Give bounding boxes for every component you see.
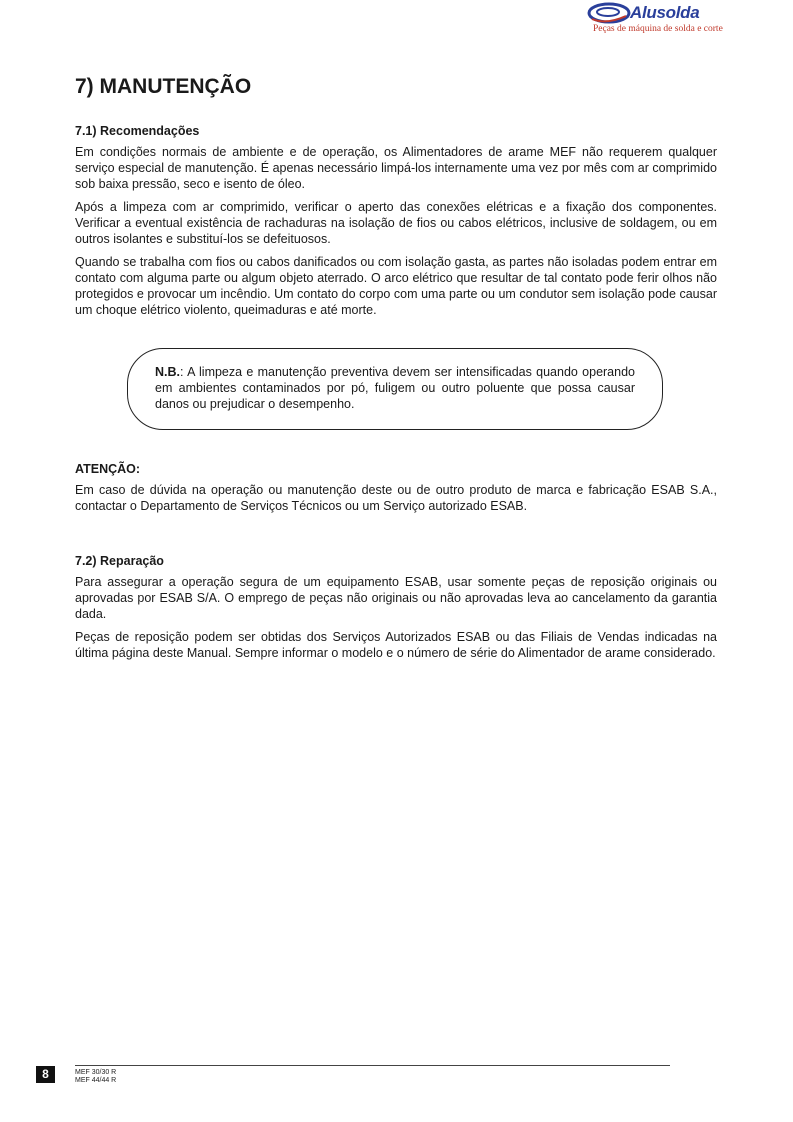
model-line: MEF 44/44 R bbox=[75, 1077, 117, 1084]
paragraph: Em condições normais de ambiente e de operação, os Alimentadores de arame MEF não requerem qualquer serviço especial de manutenção. É apenas necessário limpá-los internamente uma vez por mês com ar comprimido sob baixa pressão, seco e isento de óleo. bbox=[75, 145, 717, 191]
attention-heading: ATENÇÃO: bbox=[75, 462, 141, 476]
note-text bbox=[155, 364, 635, 412]
footer-models bbox=[75, 1069, 116, 1085]
footer-divider bbox=[75, 1065, 670, 1066]
page-title: 7) MANUTENÇÃO bbox=[75, 75, 252, 98]
model-line: MEF 30/30 R bbox=[75, 1069, 117, 1076]
repair-section bbox=[75, 554, 717, 661]
page-number: 8 bbox=[36, 1066, 55, 1083]
main-content bbox=[75, 124, 717, 668]
logo-brand-text: Alusolda bbox=[630, 3, 700, 22]
note-body: : A limpeza e manutenção preventiva devem ser intensificadas quando operando em ambientes contaminados por pó, fuligem ou outro poluente que possa causar danos ou prejudicar o desempenho. bbox=[155, 365, 635, 411]
section-heading-recommendations: 7.1) Recomendações bbox=[75, 124, 200, 138]
note-label: N.B. bbox=[155, 365, 180, 379]
attention-section bbox=[75, 462, 717, 514]
paragraph: Peças de reposição podem ser obtidas dos Serviços Autorizados ESAB ou das Filiais de Vendas indicadas na última página deste Manual. Sempre informar o modelo e o número de série do Alimentador de arame considerado. bbox=[75, 630, 717, 660]
logo-tagline: Peças de máquina de solda e corte bbox=[593, 24, 723, 34]
paragraph: Após a limpeza com ar comprimido, verificar o aperto das conexões elétricas e a fixação dos componentes. Verificar a eventual existência de rachaduras na isolação de fios ou cabos elétricos, inclusive de soldagem, ou em outros isolantes e substituí-los se defeituosos. bbox=[75, 200, 717, 246]
alusolda-logo bbox=[586, 1, 728, 37]
section-heading-repair: 7.2) Reparação bbox=[75, 554, 164, 568]
paragraph: Para assegurar a operação segura de um equipamento ESAB, usar somente peças de reposição originais ou aprovadas por ESAB S/A. O emprego de peças não originais ou não aprovadas leva ao cancelamento da garantia dada. bbox=[75, 575, 717, 621]
paragraph: Quando se trabalha com fios ou cabos danificados ou com isolação gasta, as partes não isoladas podem entrar em contato com alguma parte ou algum objeto aterrado. O arco elétrico que resultar de tal contato pode ferir olhos não protegidos e provocar um incêndio. Um contato do corpo com uma parte ou um condutor sem isolação pode causar um choque elétrico violento, queimaduras e até morte. bbox=[75, 255, 717, 317]
note-box bbox=[127, 348, 663, 430]
attention-text: Em caso de dúvida na operação ou manutenção deste ou de outro produto de marca e fabricação ESAB S.A., contactar o Departamento de Serviços Técnicos ou um Serviço autorizado ESAB. bbox=[75, 483, 717, 513]
